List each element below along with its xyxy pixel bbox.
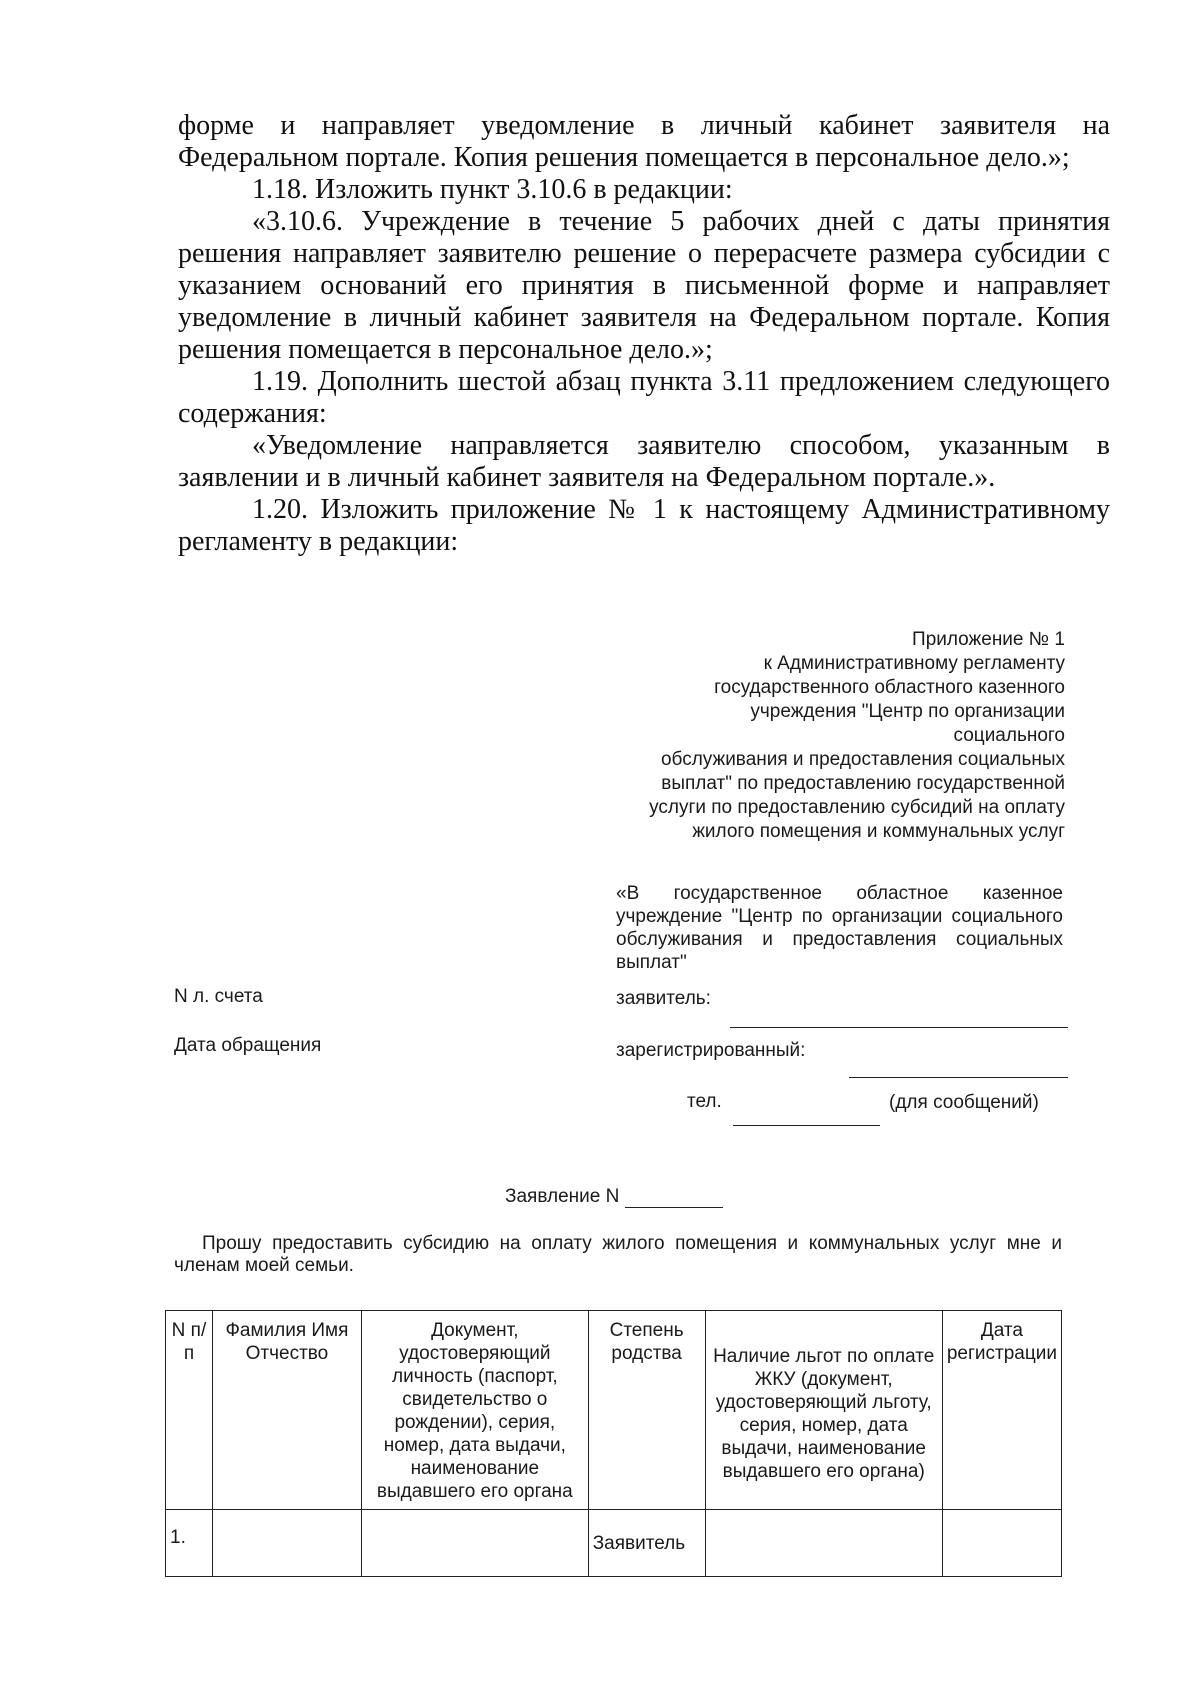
- table-row: [166, 1510, 1062, 1577]
- paragraph-continuation-first-line: форме и направляет уведомление в личный кабинет заявителя на: [178, 110, 1110, 141]
- account-number-label: N л. счета: [174, 986, 263, 1007]
- table-cell[interactable]: [212, 1510, 361, 1577]
- paragraph-3-10-6: «3.10.6. Учреждение в течение 5 рабочих дней с даты принятия решения направляет заявителю решение о перерасчете размера субсидии с указанием оснований его принятия в письменной форме и направляет уведомление в личный кабинет заявителя на Федеральном портале. Копия решения помещается в персональное дело.»;: [178, 206, 1110, 365]
- annex-line: услуги по предоставлению субсидий на оплату: [649, 797, 1065, 818]
- annex-line: выплат" по предоставлению государственной: [661, 773, 1065, 794]
- column-header: Наличие льгот по оплате ЖКУ (документ, удостоверяющий льготу, серия, номер, дата выдачи, наименование выдавшего его органа): [705, 1311, 942, 1510]
- column-header: Фамилия Имя Отчество: [212, 1311, 361, 1510]
- annex-line: жилого помещения и коммунальных услуг: [692, 821, 1065, 842]
- annex-line: Приложение № 1: [912, 629, 1065, 650]
- column-header: Дата регистрации: [942, 1311, 1061, 1510]
- application-title: [505, 1186, 723, 1208]
- applicant-underline[interactable]: [730, 1027, 1068, 1028]
- phone-label: тел.: [687, 1091, 722, 1112]
- registered-underline[interactable]: [849, 1077, 1068, 1078]
- addressee-block: «В государственное областное казенное учреждение "Центр по организации социального обслуживания и предоставления социальных выплат": [616, 883, 1063, 973]
- table-cell[interactable]: [942, 1510, 1061, 1577]
- annex-line: социального: [953, 725, 1065, 746]
- column-header: N п/п: [166, 1311, 213, 1510]
- body-text: [178, 110, 1110, 558]
- column-header: Документ, удостоверяющий личность (паспорт, свидетельство о рождении), серия, номер, дата выдачи, наименование выдавшего его органа: [361, 1311, 588, 1510]
- annex-line: к Административному регламенту: [763, 653, 1065, 674]
- annex-line: обслуживания и предоставления социальных: [660, 749, 1065, 770]
- annex-header: [610, 628, 1065, 844]
- table-cell[interactable]: [705, 1510, 942, 1577]
- request-text: Прошу предоставить субсидию на оплату жилого помещения и коммунальных услуг мне и членам моей семьи.: [174, 1233, 1062, 1276]
- table-header-row: [166, 1311, 1062, 1510]
- application-date-label: Дата обращения: [174, 1035, 322, 1056]
- family-members-table: [165, 1310, 1062, 1577]
- paragraph-continuation-rest: Федеральном портале. Копия решения помещается в персональное дело.»;: [178, 142, 1070, 173]
- registered-label: зарегистрированный:: [616, 1040, 806, 1061]
- paragraph-notification: «Уведомление направляется заявителю способом, указанным в заявлении и в личный кабинет заявителя на Федеральном портале.».: [178, 430, 1110, 493]
- table-cell: Заявитель: [588, 1510, 705, 1577]
- paragraph-1-19: 1.19. Дополнить шестой абзац пункта 3.11 предложением следующего содержания:: [178, 366, 1110, 429]
- paragraph-1-20: 1.20. Изложить приложение № 1 к настоящему Административному регламенту в редакции:: [178, 494, 1110, 557]
- phone-underline[interactable]: [733, 1125, 880, 1126]
- annex-line: государственного областного казенного: [714, 677, 1065, 698]
- application-number-blank[interactable]: [625, 1189, 723, 1208]
- paragraph-1-18: 1.18. Изложить пункт 3.10.6 в редакции:: [252, 174, 733, 205]
- application-title-text: Заявление N: [505, 1186, 620, 1207]
- column-header: Степень родства: [588, 1311, 705, 1510]
- applicant-label: заявитель:: [616, 988, 711, 1009]
- phone-note: (для сообщений): [889, 1092, 1039, 1113]
- annex-line: учреждения "Центр по организации: [750, 701, 1065, 722]
- table-cell[interactable]: [361, 1510, 588, 1577]
- table-cell: 1.: [166, 1510, 213, 1577]
